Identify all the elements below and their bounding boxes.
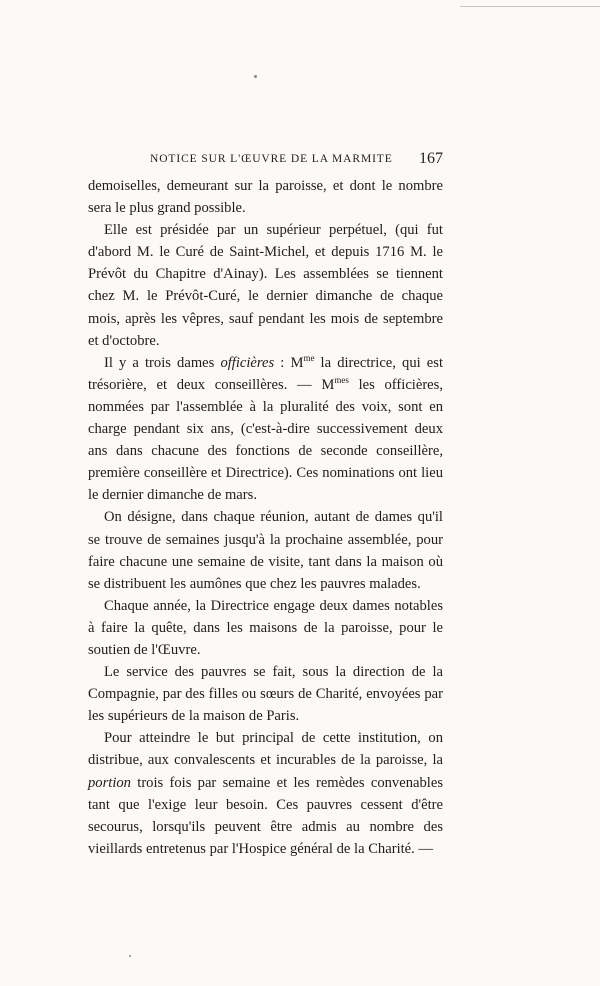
text-run: Pour atteindre le but principal de cette institution, on distribue, aux convalescents et incurables de la paroisse, la (88, 730, 443, 769)
scan-edge-mark (460, 6, 600, 7)
body-text (88, 175, 443, 860)
text-run: : M (274, 354, 304, 371)
italic-term: portion (88, 774, 131, 791)
ink-speck (129, 955, 131, 957)
text-run: trois fois par semaine et les remèdes convenables tant que l'exige leur besoin. Ces pauvres cessent d'être secourus, lorsqu'ils peuvent être admis au nombre des vieillards entretenus par l'Hospice général de la Charité. — (88, 774, 443, 857)
text-run: la directrice, qui est trésorière, et deux conseillères. — M (88, 354, 443, 393)
paragraph: demoiselles, demeurant sur la paroisse, et dont le nombre sera le plus grand possible. (88, 178, 443, 217)
paragraph: On désigne, dans chaque réunion, autant de dames qu'il se trouve de semaines jusqu'à la prochaine assemblée, pour faire chacune une semaine de visite, tant dans la maison où se distribuent les aumônes que chez les pauvres malades. (88, 509, 443, 592)
text-run: Il y a trois dames (104, 354, 221, 371)
paragraph: Le service des pauvres se fait, sous la direction de la Compagnie, par des filles ou sœurs de Charité, envoyées par les supérieurs de la maison de Paris. (88, 664, 443, 725)
paragraph (88, 352, 443, 507)
page-number: 167 (419, 150, 443, 167)
text-run: les officières, nommées par l'assemblée à la pluralité des voix, sont en charge pendant six ans, (c'est-à-dire successivement deux ans dans chacune des fonctions de seconde conseillère, première conseillère et Directrice). Ces nominations ont lieu le dernier dimanche de mars. (88, 376, 443, 504)
paragraph: Elle est présidée par un supérieur perpétuel, (qui fut d'abord M. le Curé de Saint-Michel, et depuis 1716 M. le Prévôt du Chapitre d'Ainay). Les assemblées se tiennent chez M. le Prévôt-Curé, le dernier dimanche de chaque mois, après les vêpres, sauf pendant les mois de septembre et d'octobre. (88, 222, 443, 349)
paragraph (88, 727, 443, 860)
superscript: me (303, 352, 315, 363)
ink-speck (254, 75, 257, 78)
superscript: mes (334, 374, 349, 385)
running-title: NOTICE SUR L'ŒUVRE DE LA MARMITE (150, 153, 393, 165)
italic-term: officières (220, 354, 275, 371)
page-header (88, 150, 443, 173)
paragraph: Chaque année, la Directrice engage deux dames notables à faire la quête, dans les maisons de la paroisse, pour le soutien de l'Œuvre. (88, 597, 443, 658)
